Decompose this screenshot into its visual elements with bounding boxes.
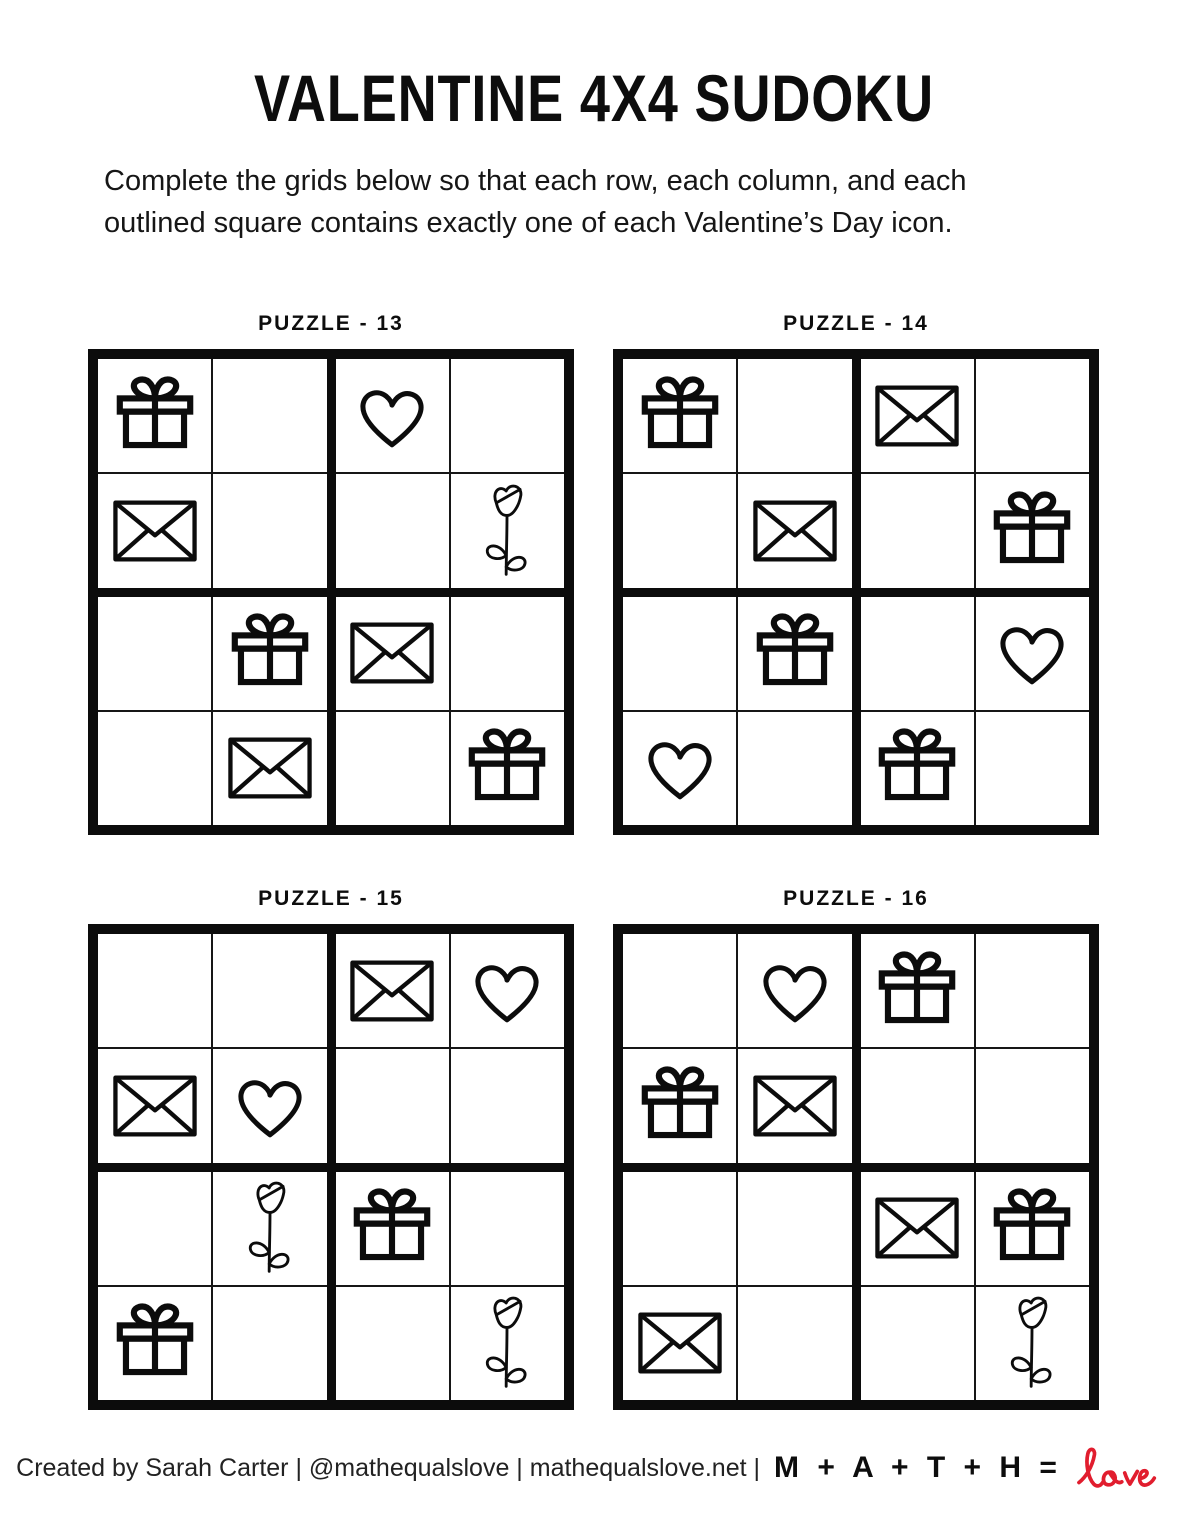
heart-icon: [353, 381, 431, 451]
sudoku-cell: [336, 712, 449, 825]
sudoku-quadrant: [623, 934, 852, 1163]
sudoku-cell: [861, 1287, 974, 1400]
sudoku-cell: [623, 1287, 736, 1400]
sudoku-cell: [336, 1172, 449, 1285]
sudoku-cell: [976, 359, 1089, 472]
sudoku-cell: [336, 1049, 449, 1162]
sudoku-cell: [98, 597, 211, 710]
sudoku-cell: [213, 712, 326, 825]
puzzle-title: PUZZLE - 16: [783, 887, 929, 910]
sudoku-cell: [98, 359, 211, 472]
sudoku-grid: [613, 924, 1099, 1410]
sudoku-cell: [738, 1287, 851, 1400]
sudoku-cell: [98, 934, 211, 1047]
sudoku-cell: [861, 1049, 974, 1162]
sudoku-cell: [976, 712, 1089, 825]
instructions-text: Complete the grids below so that each row, each column, and each outlined square contains exactly one of each Valentine’s Day icon.: [104, 165, 967, 240]
gift-icon: [636, 372, 724, 460]
sudoku-quadrant: [336, 934, 565, 1163]
sudoku-cell: [976, 474, 1089, 587]
sudoku-quadrant: [861, 597, 1090, 826]
gift-icon: [111, 1299, 199, 1387]
gift-icon: [111, 372, 199, 460]
sudoku-quadrant: [861, 1172, 1090, 1401]
sudoku-cell: [451, 712, 564, 825]
rose-icon: [478, 482, 536, 580]
sudoku-quadrant: [623, 597, 852, 826]
gift-icon: [751, 609, 839, 697]
sudoku-cell: [738, 474, 851, 587]
rose-icon: [478, 1294, 536, 1392]
sudoku-cell: [976, 597, 1089, 710]
gift-icon: [226, 609, 314, 697]
envelope-icon: [349, 621, 435, 685]
sudoku-cell: [213, 934, 326, 1047]
sudoku-cell: [98, 474, 211, 587]
sudoku-cell: [98, 1172, 211, 1285]
puzzle-title: PUZZLE - 13: [258, 312, 404, 335]
sudoku-cell: [451, 1287, 564, 1400]
sudoku-cell: [213, 474, 326, 587]
sudoku-cell: [213, 1287, 326, 1400]
rose-icon: [241, 1179, 299, 1277]
sudoku-quadrant: [98, 359, 327, 588]
gift-icon: [873, 724, 961, 812]
sudoku-cell: [738, 934, 851, 1047]
brand-equation: M + A + T + H =: [774, 1451, 1062, 1484]
puzzle-title: PUZZLE - 15: [258, 887, 404, 910]
sudoku-quadrant: [623, 1172, 852, 1401]
sudoku-cell: [738, 359, 851, 472]
envelope-icon: [874, 1196, 960, 1260]
sudoku-cell: [623, 359, 736, 472]
sudoku-cell: [976, 1172, 1089, 1285]
sudoku-cell: [623, 712, 736, 825]
sudoku-cell: [623, 1049, 736, 1162]
sudoku-cell: [451, 1049, 564, 1162]
sudoku-cell: [738, 712, 851, 825]
gift-icon: [348, 1184, 436, 1272]
heart-icon: [468, 956, 546, 1026]
sudoku-quadrant: [336, 359, 565, 588]
sudoku-cell: [861, 934, 974, 1047]
heart-icon: [641, 733, 719, 803]
gift-icon: [988, 487, 1076, 575]
sudoku-cell: [213, 1049, 326, 1162]
sudoku-cell: [213, 359, 326, 472]
sudoku-cell: [98, 712, 211, 825]
heart-icon: [993, 618, 1071, 688]
credit-text: Created by Sarah Carter | @mathequalslove | mathequalslove.net |: [16, 1453, 761, 1482]
sudoku-grid: [613, 349, 1099, 835]
sudoku-cell: [976, 934, 1089, 1047]
sudoku-cell: [738, 1172, 851, 1285]
envelope-icon: [752, 1074, 838, 1138]
sudoku-quadrant: [98, 597, 327, 826]
sudoku-cell: [623, 1172, 736, 1285]
puzzle-16: [613, 887, 1099, 1410]
sudoku-quadrant: [98, 934, 327, 1163]
puzzle-15: [88, 887, 574, 1410]
sudoku-cell: [861, 712, 974, 825]
gift-icon: [463, 724, 551, 812]
sudoku-cell: [336, 597, 449, 710]
sudoku-quadrant: [336, 1172, 565, 1401]
sudoku-grid: [88, 349, 574, 835]
puzzle-13: [88, 312, 574, 835]
sudoku-cell: [336, 474, 449, 587]
sudoku-cell: [98, 1287, 211, 1400]
sudoku-cell: [861, 359, 974, 472]
sudoku-grid: [88, 924, 574, 1410]
sudoku-cell: [861, 597, 974, 710]
sudoku-cell: [451, 1172, 564, 1285]
footer: [0, 1436, 1188, 1500]
sudoku-cell: [451, 934, 564, 1047]
sudoku-cell: [213, 1172, 326, 1285]
sudoku-cell: [336, 934, 449, 1047]
envelope-icon: [752, 499, 838, 563]
sudoku-quadrant: [336, 597, 565, 826]
envelope-icon: [112, 499, 198, 563]
sudoku-cell: [738, 597, 851, 710]
sudoku-cell: [623, 934, 736, 1047]
sudoku-quadrant: [98, 1172, 327, 1401]
sudoku-cell: [738, 1049, 851, 1162]
envelope-icon: [637, 1311, 723, 1375]
sudoku-cell: [861, 1172, 974, 1285]
sudoku-cell: [623, 597, 736, 710]
page-title: VALENTINE 4X4 SUDOKU: [254, 61, 934, 135]
sudoku-cell: [336, 359, 449, 472]
sudoku-cell: [861, 474, 974, 587]
heart-icon: [756, 956, 834, 1026]
envelope-icon: [112, 1074, 198, 1138]
love-script-icon: [1076, 1437, 1172, 1499]
rose-icon: [1003, 1294, 1061, 1392]
heart-icon: [231, 1071, 309, 1141]
sudoku-cell: [213, 597, 326, 710]
puzzle-title: PUZZLE - 14: [783, 312, 929, 335]
envelope-icon: [874, 384, 960, 448]
sudoku-cell: [451, 359, 564, 472]
sudoku-quadrant: [861, 359, 1090, 588]
puzzle-14: [613, 312, 1099, 835]
sudoku-quadrant: [623, 359, 852, 588]
gift-icon: [636, 1062, 724, 1150]
gift-icon: [873, 947, 961, 1035]
sudoku-cell: [98, 1049, 211, 1162]
gift-icon: [988, 1184, 1076, 1272]
sudoku-cell: [336, 1287, 449, 1400]
sudoku-cell: [451, 474, 564, 587]
sudoku-cell: [451, 597, 564, 710]
sudoku-cell: [623, 474, 736, 587]
envelope-icon: [349, 959, 435, 1023]
sudoku-cell: [976, 1049, 1089, 1162]
sudoku-cell: [976, 1287, 1089, 1400]
envelope-icon: [227, 736, 313, 800]
sudoku-quadrant: [861, 934, 1090, 1163]
